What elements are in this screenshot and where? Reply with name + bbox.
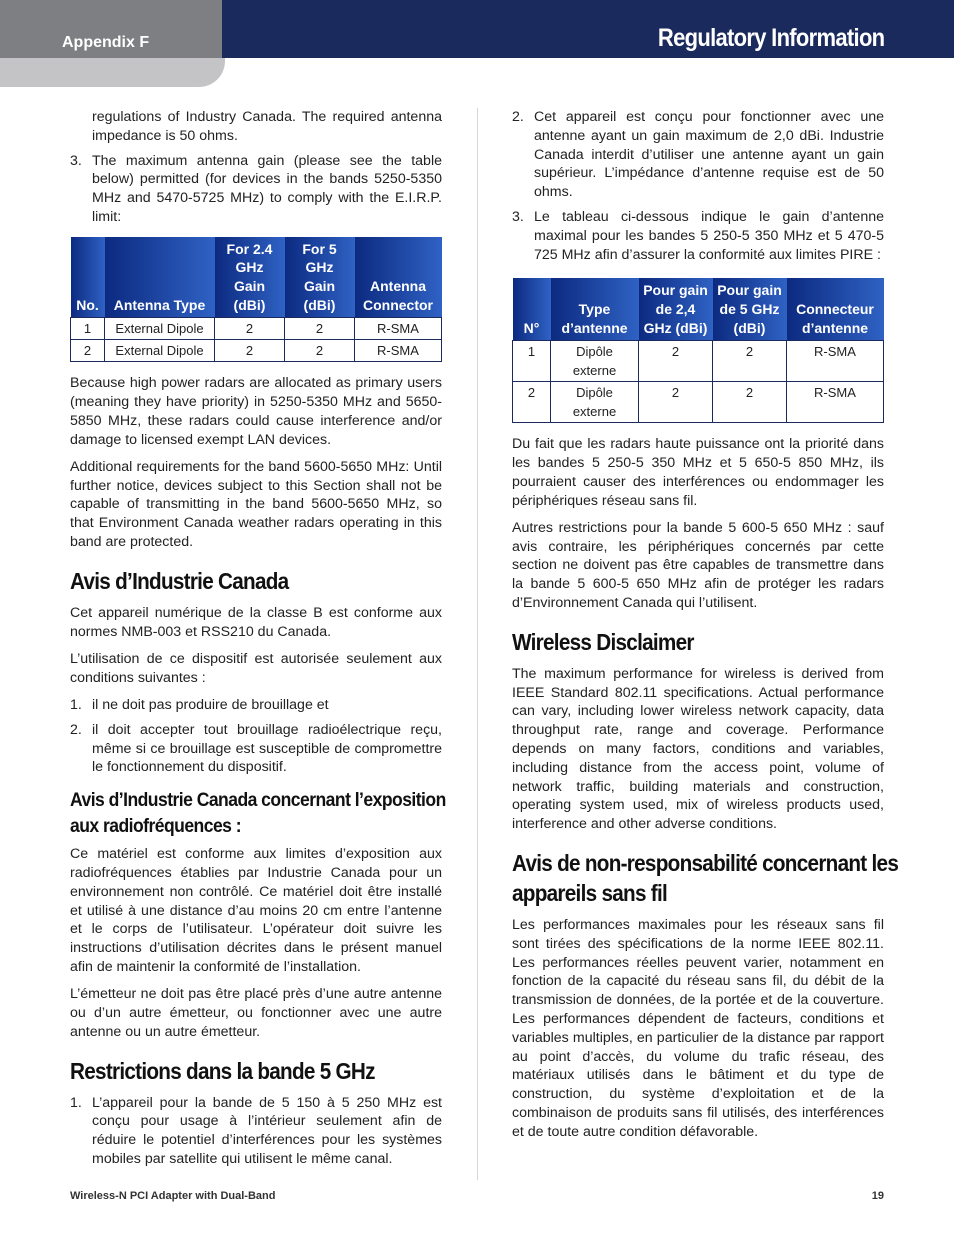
list-item xyxy=(512,208,884,264)
table-header: Pour gain de 5 GHz (dBi) xyxy=(713,278,787,340)
table-cell: External Dipole xyxy=(105,340,215,362)
paragraph-exposition-1: Ce matériel est conforme aux limites d’exposition aux radiofréquences établies par Industrie Canada pour un environnement non contrôlé. Ce matériel doit être installé et utilisé à une distance d’au moins 20 cm entre l’antenne et le corps de l’utilisateur. L’opérateur doit suivre les instructions d’utilisation décrites dans le présent manuel afin de maintenir la conformité de l’installation. xyxy=(70,846,442,975)
list-number: 2. xyxy=(70,721,82,738)
list-text: il ne doit pas produire de brouillage et xyxy=(92,697,329,714)
table-cell: R-SMA xyxy=(355,318,442,340)
table-row xyxy=(71,340,442,362)
heading-avis-industrie-canada: Avis d’Industrie Canada xyxy=(70,567,289,594)
heading-line: Avis d’Industrie Canada concernant l’exposition xyxy=(70,789,446,812)
list-number: 3. xyxy=(70,152,82,169)
paragraph-exposition-2: L’émetteur ne doit pas être placé près d’une autre antenne ou d’un autre émetteur, ou fonctionner avec une autre antenne ou un autre émetteur. xyxy=(70,986,442,1040)
table-cell: 1 xyxy=(513,341,551,382)
restrictions-list xyxy=(70,1094,442,1169)
heading-non-responsabilite xyxy=(512,848,899,908)
list-item xyxy=(70,721,442,777)
list-text: L’appareil pour la bande de 5 150 à 5 250 MHz est conçu pour usage à l’intérieur seulement afin de réduire le potentiel d’interférences pour les systèmes mobiles par satellite qui utilisent le même canal. xyxy=(92,1094,442,1168)
heading-line: aux radiofréquences : xyxy=(70,815,242,838)
table-cell: R-SMA xyxy=(355,340,442,362)
list-number: 3. xyxy=(512,208,524,225)
heading-wireless-disclaimer: Wireless Disclaimer xyxy=(512,628,694,655)
table-row xyxy=(513,341,884,382)
list-text: Le tableau ci-dessous indique le gain d’antenne maximal pour les bandes 5 250-5 350 MHz et 5 470-5 725 MHz afin d’assurer la conformité aux limites PIRE : xyxy=(534,208,884,263)
list-item xyxy=(70,696,442,715)
list-item xyxy=(70,152,442,227)
table-header-row xyxy=(71,237,442,318)
table-cell: 2 xyxy=(285,340,355,362)
table-cell: 2 xyxy=(285,318,355,340)
table-cell: 2 xyxy=(639,341,713,382)
table-cell: Dipôle externe xyxy=(551,341,639,382)
antenna-table-en xyxy=(70,237,442,362)
continued-text: regulations of Industry Canada. The required antenna impedance is 50 ohms. xyxy=(92,109,442,144)
restrictions-list-continued xyxy=(512,108,884,264)
table-cell: Dipôle externe xyxy=(551,382,639,423)
paragraph-radar-fr: Du fait que les radars haute puissance ont la priorité dans les bandes 5 250-5 350 MHz et 5 650-5 850 MHz, ils pourraient causer des interférences ou endommager les périphériques réseau sans fil. xyxy=(512,436,884,509)
paragraph-avis-1: Cet appareil numérique de la classe B est conforme aux normes NMB-003 et RSS210 du Canada. xyxy=(70,604,442,640)
heading-line: appareils sans fil xyxy=(512,880,668,906)
paragraph-non-responsabilite: Les performances maximales pour les réseaux sans fil sont tirées des spécifications de la norme IEEE 802.11. Les performances réelles peuvent varier, notamment en fonction de la capacité du réseau sans fil, du débit de la transmission de données, de la portée et de la couverture. Les performances dépendent de facteurs, conditions et variables multiples, en particulier de la distance par rapport au point d’accès, du volume du trafic réseau, des matériaux utilisés dans le bâtiment et du type de construction, du système d’exploitation et de la combinaison de produits sans fil utilisés, des interférences et de toute autre condition défavorable. xyxy=(512,917,884,1140)
table-cell: R-SMA xyxy=(787,382,884,423)
list-number: 1. xyxy=(70,697,82,714)
heading-restrictions-5ghz: Restrictions dans la bande 5 GHz xyxy=(70,1057,375,1084)
table-cell: 2 xyxy=(713,341,787,382)
heading-avis-exposition xyxy=(70,787,446,839)
list-text: il doit accepter tout brouillage radioélectrique reçu, même si ce brouillage est susceptible de compromettre le fonctionnement du dispositif. xyxy=(92,721,442,776)
paragraph-autres-restrictions: Autres restrictions pour la bande 5 600-5 650 MHz : sauf avis contraire, les périphériques concernés par cette section ne doivent pas être capables de transmettre dans la bande 5 600-5 650 MHz afin de protéger les radars d’Environnement Canada qui l’utilisent. xyxy=(512,519,884,612)
table-header: Pour gain de 2,4 GHz (dBi) xyxy=(639,278,713,340)
table-cell: 2 xyxy=(713,382,787,423)
left-column xyxy=(70,108,446,1175)
paragraph-radar: Because high power radars are allocated as primary users (meaning they have priority) in 5250-5350 MHz and 5650-5850 MHz, these radars could cause interference and/or damage to licensed exempt LAN devices. xyxy=(70,375,442,448)
column-divider xyxy=(477,108,478,1180)
table-header: Antenna Connector xyxy=(355,237,442,318)
footer-product-name: Wireless-N PCI Adapter with Dual-Band xyxy=(70,1190,276,1202)
list-item xyxy=(70,1094,442,1169)
antenna-gain-list xyxy=(70,152,442,227)
table-cell: 2 xyxy=(215,340,285,362)
table-row xyxy=(71,318,442,340)
antenna-table-fr xyxy=(512,278,884,423)
list-number: 1. xyxy=(70,1094,82,1111)
list-item xyxy=(512,108,884,202)
table-header: Type d’antenne xyxy=(551,278,639,340)
heading-line: Avis de non-responsabilité concernant les xyxy=(512,850,899,876)
table-cell: 2 xyxy=(215,318,285,340)
table-header: No. xyxy=(71,237,105,318)
list-number: 2. xyxy=(512,109,524,125)
table-cell: External Dipole xyxy=(105,318,215,340)
page-title: Regulatory Information xyxy=(657,24,884,52)
table-header: Connecteur d’antenne xyxy=(787,278,884,340)
footer-page-number: 19 xyxy=(871,1190,884,1202)
table-cell: R-SMA xyxy=(787,341,884,382)
table-header: N° xyxy=(513,278,551,340)
table-header: Antenna Type xyxy=(105,237,215,318)
table-header-row xyxy=(513,278,884,340)
table-row xyxy=(513,382,884,423)
appendix-label: Appendix F xyxy=(62,34,150,51)
avis-conditions-list xyxy=(70,696,442,777)
paragraph-avis-2: L’utilisation de ce dispositif est autorisée seulement aux conditions suivantes : xyxy=(70,650,442,686)
table-cell: 2 xyxy=(513,382,551,423)
table-cell: 2 xyxy=(639,382,713,423)
paragraph-additional: Additional requirements for the band 5600-5650 MHz: Until further notice, devices subject to this Section shall not be capable of transmitting in the band 5600-5650 MHz, so that Environment Canada weather radars operating in this band are protected. xyxy=(70,458,442,551)
table-cell: 1 xyxy=(71,318,105,340)
list-text: The maximum antenna gain (please see the table below) permitted (for devices in the bands 5250-5350 MHz and 5470-5725 MHz) to comply with the E.I.R.P. limit: xyxy=(92,152,442,225)
paragraph-wireless-disclaimer: The maximum performance for wireless is derived from IEEE Standard 802.11 specifications. Actual performance can vary, including lower wireless network capacity, data throughput rate, range and coverage. Performance depends on many factors, conditions and variables, including distance from the access point, volume of network traffic, building materials and construction, operating system used, mix of wireless products used, interference and other adverse conditions. xyxy=(512,665,884,833)
right-column xyxy=(512,108,899,1150)
list-text: Cet appareil est conçu pour fonctionner avec une antenne ayant un gain maximum de 2,0 dBi. Industrie Canada interdit d’utiliser une antenne ayant un gain supérieur. L’impédance d’antenne requise est de 50 ohms. xyxy=(534,109,884,201)
table-header: For 2.4 GHz Gain (dBi) xyxy=(215,237,285,318)
table-cell: 2 xyxy=(71,340,105,362)
table-header: For 5 GHz Gain (dBi) xyxy=(285,237,355,318)
